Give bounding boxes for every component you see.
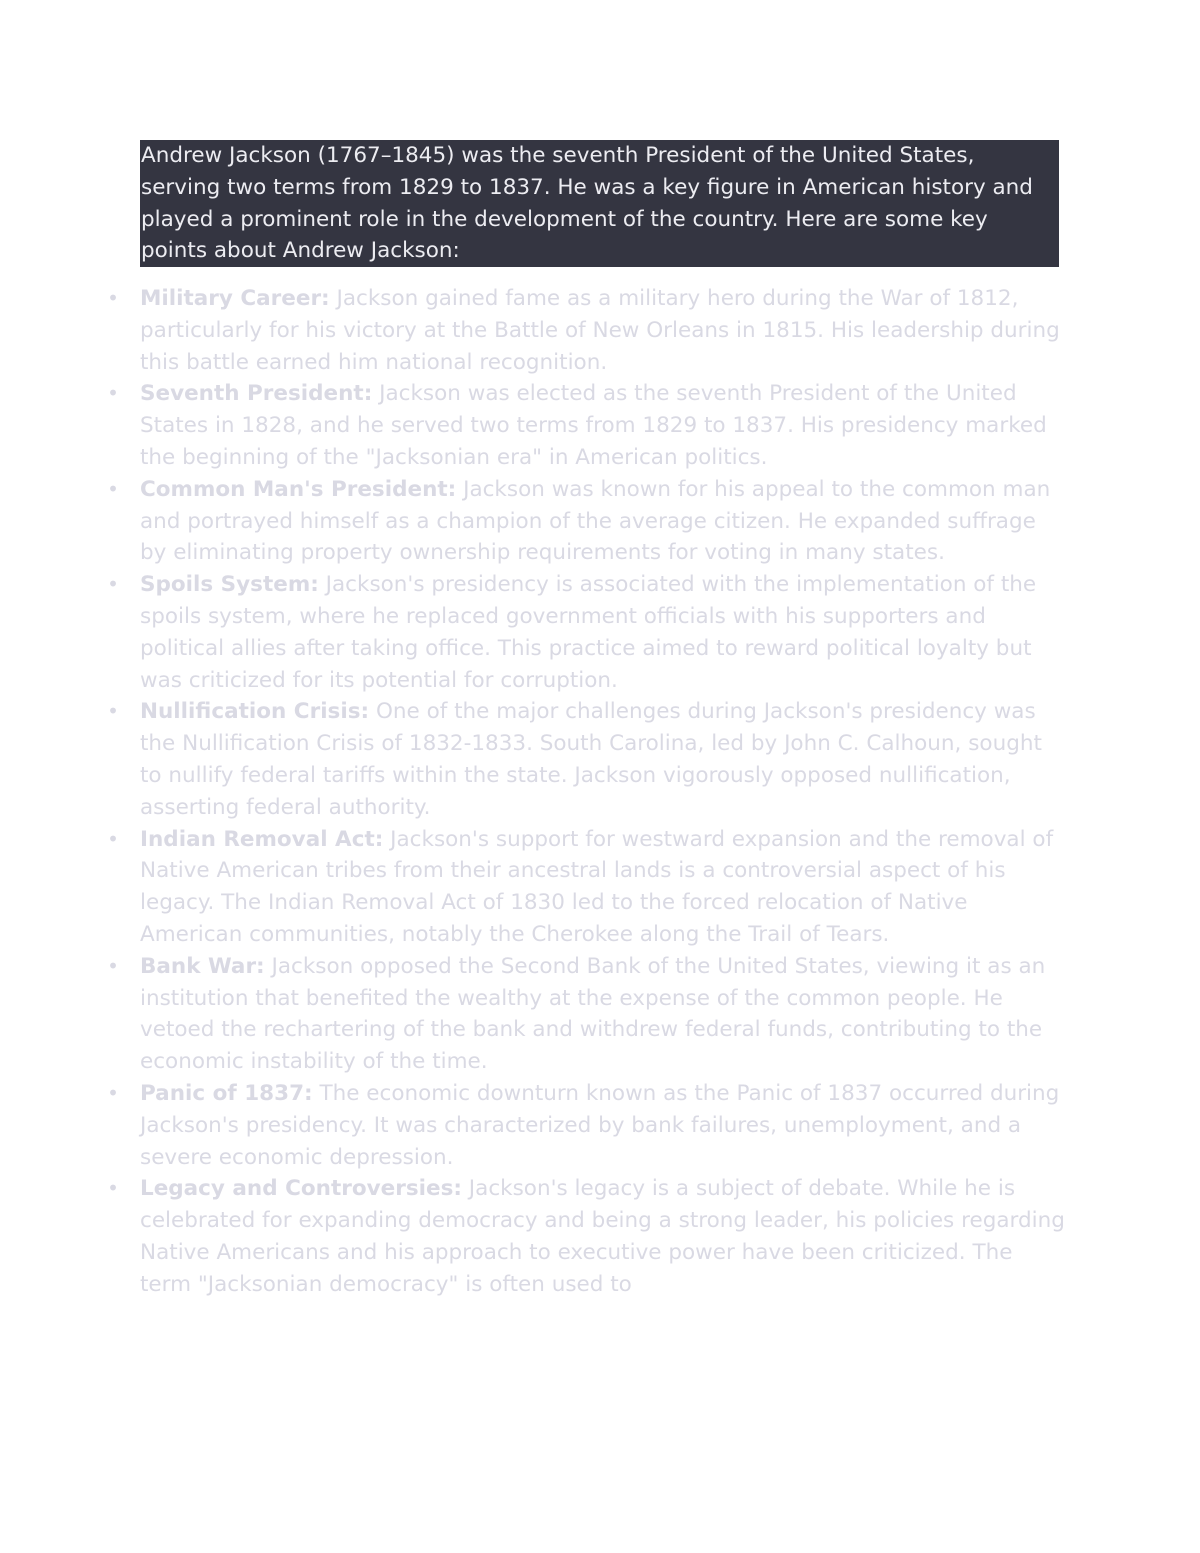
list-item	[107, 951, 1065, 1078]
list-item	[107, 1078, 1065, 1173]
bullet-icon: •	[107, 826, 119, 851]
point-text: Jackson was known for his appeal to the common man and portrayed himself as a champion of the average citizen. He expanded suffrage by eliminating property ownership requirements for voting in many states.	[140, 476, 1051, 566]
list-item	[107, 1173, 1065, 1300]
point-text: Jackson opposed the Second Bank of the United States, viewing it as an institution that benefited the wealthy at the expense of the common people. He vetoed the rechartering of the bank and withdrew federal funds, contributing to the economic instability of the time.	[140, 953, 1046, 1075]
bullet-icon: •	[107, 699, 119, 724]
bullet-icon: •	[107, 476, 119, 501]
point-text: The economic downturn known as the Panic of 1837 occurred during Jackson's presidency. It was characterized by bank failures, unemployment, and a severe economic depression.	[140, 1080, 1060, 1170]
point-term: Panic of 1837:	[140, 1080, 313, 1106]
bullet-icon: •	[107, 286, 119, 310]
list-item	[107, 378, 1065, 473]
point-text: Jackson gained fame as a military hero during the War of 1812, particularly for his victory at the Battle of New Orleans in 1815. His leadership during this battle earned him national recognition.	[140, 286, 1060, 375]
point-term: Nullification Crisis:	[140, 699, 370, 725]
bullet-icon: •	[107, 953, 119, 978]
list-item	[107, 824, 1065, 951]
bullet-icon: •	[107, 572, 119, 597]
point-text: Jackson's support for westward expansion and the removal of Native American tribes from their ancestral lands is a controversial aspect of his legacy. The Indian Removal Act of 1830 led to the forced relocation of Native American communities, notably the Cherokee along the Trail of Tears.	[140, 826, 1054, 947]
point-text: Jackson's presidency is associated with the implementation of the spoils system, where he replaced government officials with his supporters and political allies after taking office. This practice aimed to reward political loyalty but was criticized for its potential for corruption.	[140, 572, 1037, 693]
point-term: Legacy and Controversies:	[140, 1176, 462, 1202]
key-points-list	[107, 283, 1065, 1301]
point-term: Indian Removal Act:	[140, 826, 384, 852]
point-term: Bank War:	[140, 953, 265, 979]
bullet-icon: •	[107, 381, 119, 406]
point-text: Jackson was elected as the seventh President of the United States in 1828, and he served two terms from 1829 to 1837. His presidency marked the beginning of the "Jacksonian era" in American politics.	[140, 381, 1047, 470]
point-term: Common Man's President:	[140, 476, 457, 502]
list-item	[107, 569, 1065, 696]
point-text: One of the major challenges during Jackson's presidency was the Nullification Crisis of 1832-1833. South Carolina, led by John C. Calhoun, sought to nullify federal tariffs within the state. Jackson vigorously opposed nullification, asserting federal authority.	[140, 699, 1042, 820]
list-item	[107, 696, 1065, 823]
list-item	[107, 474, 1065, 569]
point-term: Seventh President:	[140, 381, 373, 407]
intro-paragraph: Andrew Jackson (1767–1845) was the seventh President of the United States, serving two terms from 1829 to 1837. He was a key figure in American history and played a prominent role in the development of the country. Here are some key points about Andrew Jackson:	[140, 140, 1059, 267]
list-item	[107, 283, 1065, 378]
point-text: Jackson's legacy is a subject of debate. While he is celebrated for expanding democracy and being a strong leader, his policies regarding Native Americans and his approach to executive power have been criticized. The term "Jacksonian democracy" is often used to	[140, 1176, 1065, 1297]
point-term: Spoils System:	[140, 572, 319, 598]
bullet-icon: •	[107, 1176, 119, 1201]
point-term: Military Career:	[140, 286, 330, 311]
bullet-icon: •	[107, 1080, 119, 1105]
